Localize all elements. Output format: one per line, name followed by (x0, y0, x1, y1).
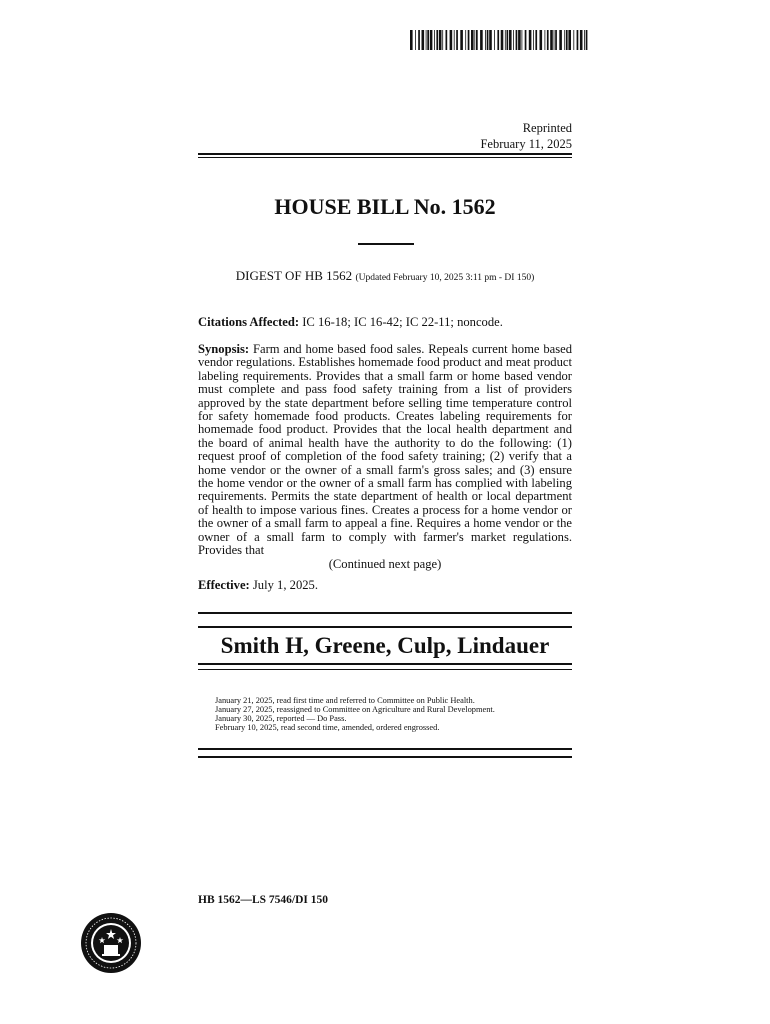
synopsis-text: Farm and home based food sales. Repeals current home based vendor regulations. Establishes homemade food product and meat product labeling requirements. Provides that a small farm or home based vendor must complete and pass food safety training from a list of providers approved by the state department before selling time temperature control for safety homemade food products. Creates labeling requirements for homemade food product. Provides that the local health department and the board of animal health have the authority to do the following: (1) request proof of completion of the food safety training; (2) verify that a home vendor or the owner of a small farm's gross sales; and (3) ensure the home vendor or the owner of a small farm has complied with labeling requirements. Permits the state department of health or local department of health to impose various fines. Creates a process for a home vendor or the owner of a small farm to appeal a fine. Requires a home vendor or the owner of a small farm to comply with farmer's market regulations. Provides that (198, 342, 572, 558)
title-underline (358, 243, 414, 245)
digest-note: (Updated February 10, 2025 3:11 pm - DI 150) (355, 273, 535, 283)
history-item: February 10, 2025, read second time, amended, ordered engrossed. (215, 723, 440, 732)
effective-label: Effective: (198, 578, 250, 592)
header-rule-thin (198, 157, 572, 158)
citations-text: IC 16-18; IC 16-42; IC 22-11; noncode. (302, 315, 503, 329)
sponsors: Smith H, Greene, Culp, Lindauer (220, 633, 550, 658)
synopsis (198, 343, 572, 571)
header-rule-thick (198, 153, 572, 155)
bill-title: HOUSE BILL No. 1562 (274, 194, 496, 219)
history-item: January 27, 2025, reassigned to Committee on Agriculture and Rural Development. (215, 705, 495, 714)
history-rule-2 (198, 756, 572, 758)
history-item: January 21, 2025, read first time and referred to Committee on Public Health. (215, 696, 475, 705)
history-rule-1 (198, 748, 572, 750)
citations-label: Citations Affected: (198, 315, 300, 329)
reprint-label: Reprinted (522, 121, 572, 135)
effective-date (198, 579, 572, 592)
digest-line (198, 268, 572, 284)
citations-affected (198, 316, 572, 329)
sponsor-rule-bottom-2 (198, 669, 572, 670)
state-seal-icon (80, 912, 142, 974)
legislative-history (215, 696, 571, 732)
footer-id: HB 1562—LS 7546/DI 150 (198, 894, 329, 906)
reprint-date: February 11, 2025 (480, 137, 572, 151)
synopsis-label: Synopsis: (198, 342, 250, 356)
sponsor-rule-top-1 (198, 612, 572, 614)
history-item: January 30, 2025, reported — Do Pass. (215, 714, 347, 723)
sponsor-rule-top-2 (198, 626, 572, 628)
sponsor-rule-bottom-1 (198, 663, 572, 665)
barcode-icon (410, 30, 590, 50)
continued-note: (Continued next page) (328, 556, 442, 571)
digest-main: DIGEST OF HB 1562 (235, 268, 353, 283)
effective-text: July 1, 2025. (252, 578, 318, 592)
